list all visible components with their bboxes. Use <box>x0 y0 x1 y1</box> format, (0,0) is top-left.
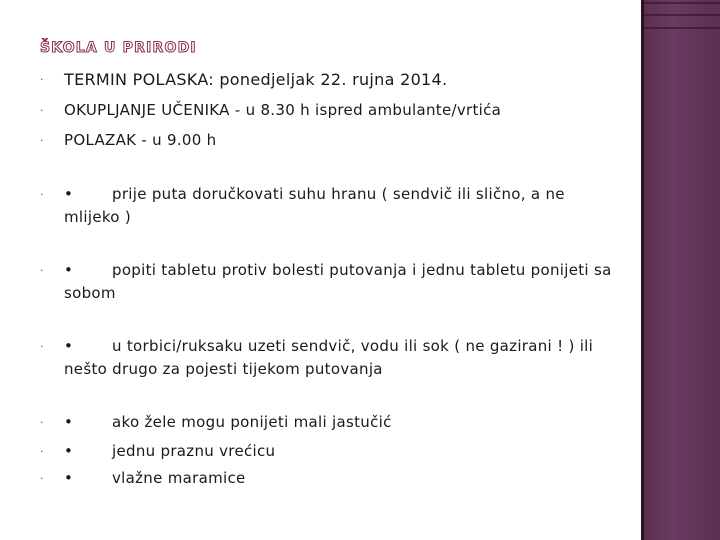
bullet-icon: • <box>64 337 74 355</box>
slide-title: ŠKOLA U PRIRODI <box>40 40 197 56</box>
list-item-text: POLAZAK - u 9.00 h <box>64 131 217 149</box>
list-marker-icon: · <box>40 73 44 86</box>
list-item-text: • popiti tabletu protiv bolesti putovanja i jednu tabletu ponijeti sa sobom <box>64 261 612 302</box>
panel-stripe <box>641 14 720 16</box>
list-item-text: OKUPLJANJE UČENIKA - u 8.30 h ispred ambulante/vrtića <box>64 101 502 119</box>
list-item-text: • ako žele mogu ponijeti mali jastučić <box>64 411 620 434</box>
panel-stripe <box>641 2 720 4</box>
list-marker-icon: · <box>40 264 44 277</box>
list-marker-icon: · <box>40 416 44 429</box>
list-item-text: TERMIN POLASKA: ponedjeljak 22. rujna 2014. <box>64 70 448 89</box>
list-marker-icon: · <box>40 472 44 485</box>
list-item-text: • jednu praznu vrećicu <box>64 440 620 463</box>
bullet-icon: • <box>64 469 74 487</box>
list-marker-icon: · <box>40 188 44 201</box>
list-marker-icon: · <box>40 134 44 147</box>
bullet-icon: • <box>64 185 74 203</box>
bullet-icon: • <box>64 261 74 279</box>
list-marker-icon: · <box>40 104 44 117</box>
decorative-side-panel <box>641 0 720 540</box>
panel-stripe <box>641 27 720 29</box>
bullet-icon: • <box>64 442 74 460</box>
list-marker-icon: · <box>40 340 44 353</box>
list-item-text: • vlažne maramice <box>64 467 620 490</box>
list-item-text: • u torbici/ruksaku uzeti sendvič, vodu ili sok ( ne gazirani ! ) ili nešto drugo za pojesti tijekom putovanja <box>64 337 594 378</box>
list-item-text: • prije puta doručkovati suhu hranu ( sendvič ili slično, a ne mlijeko ) <box>64 185 565 226</box>
list-marker-icon: · <box>40 445 44 458</box>
bullet-icon: • <box>64 413 74 431</box>
